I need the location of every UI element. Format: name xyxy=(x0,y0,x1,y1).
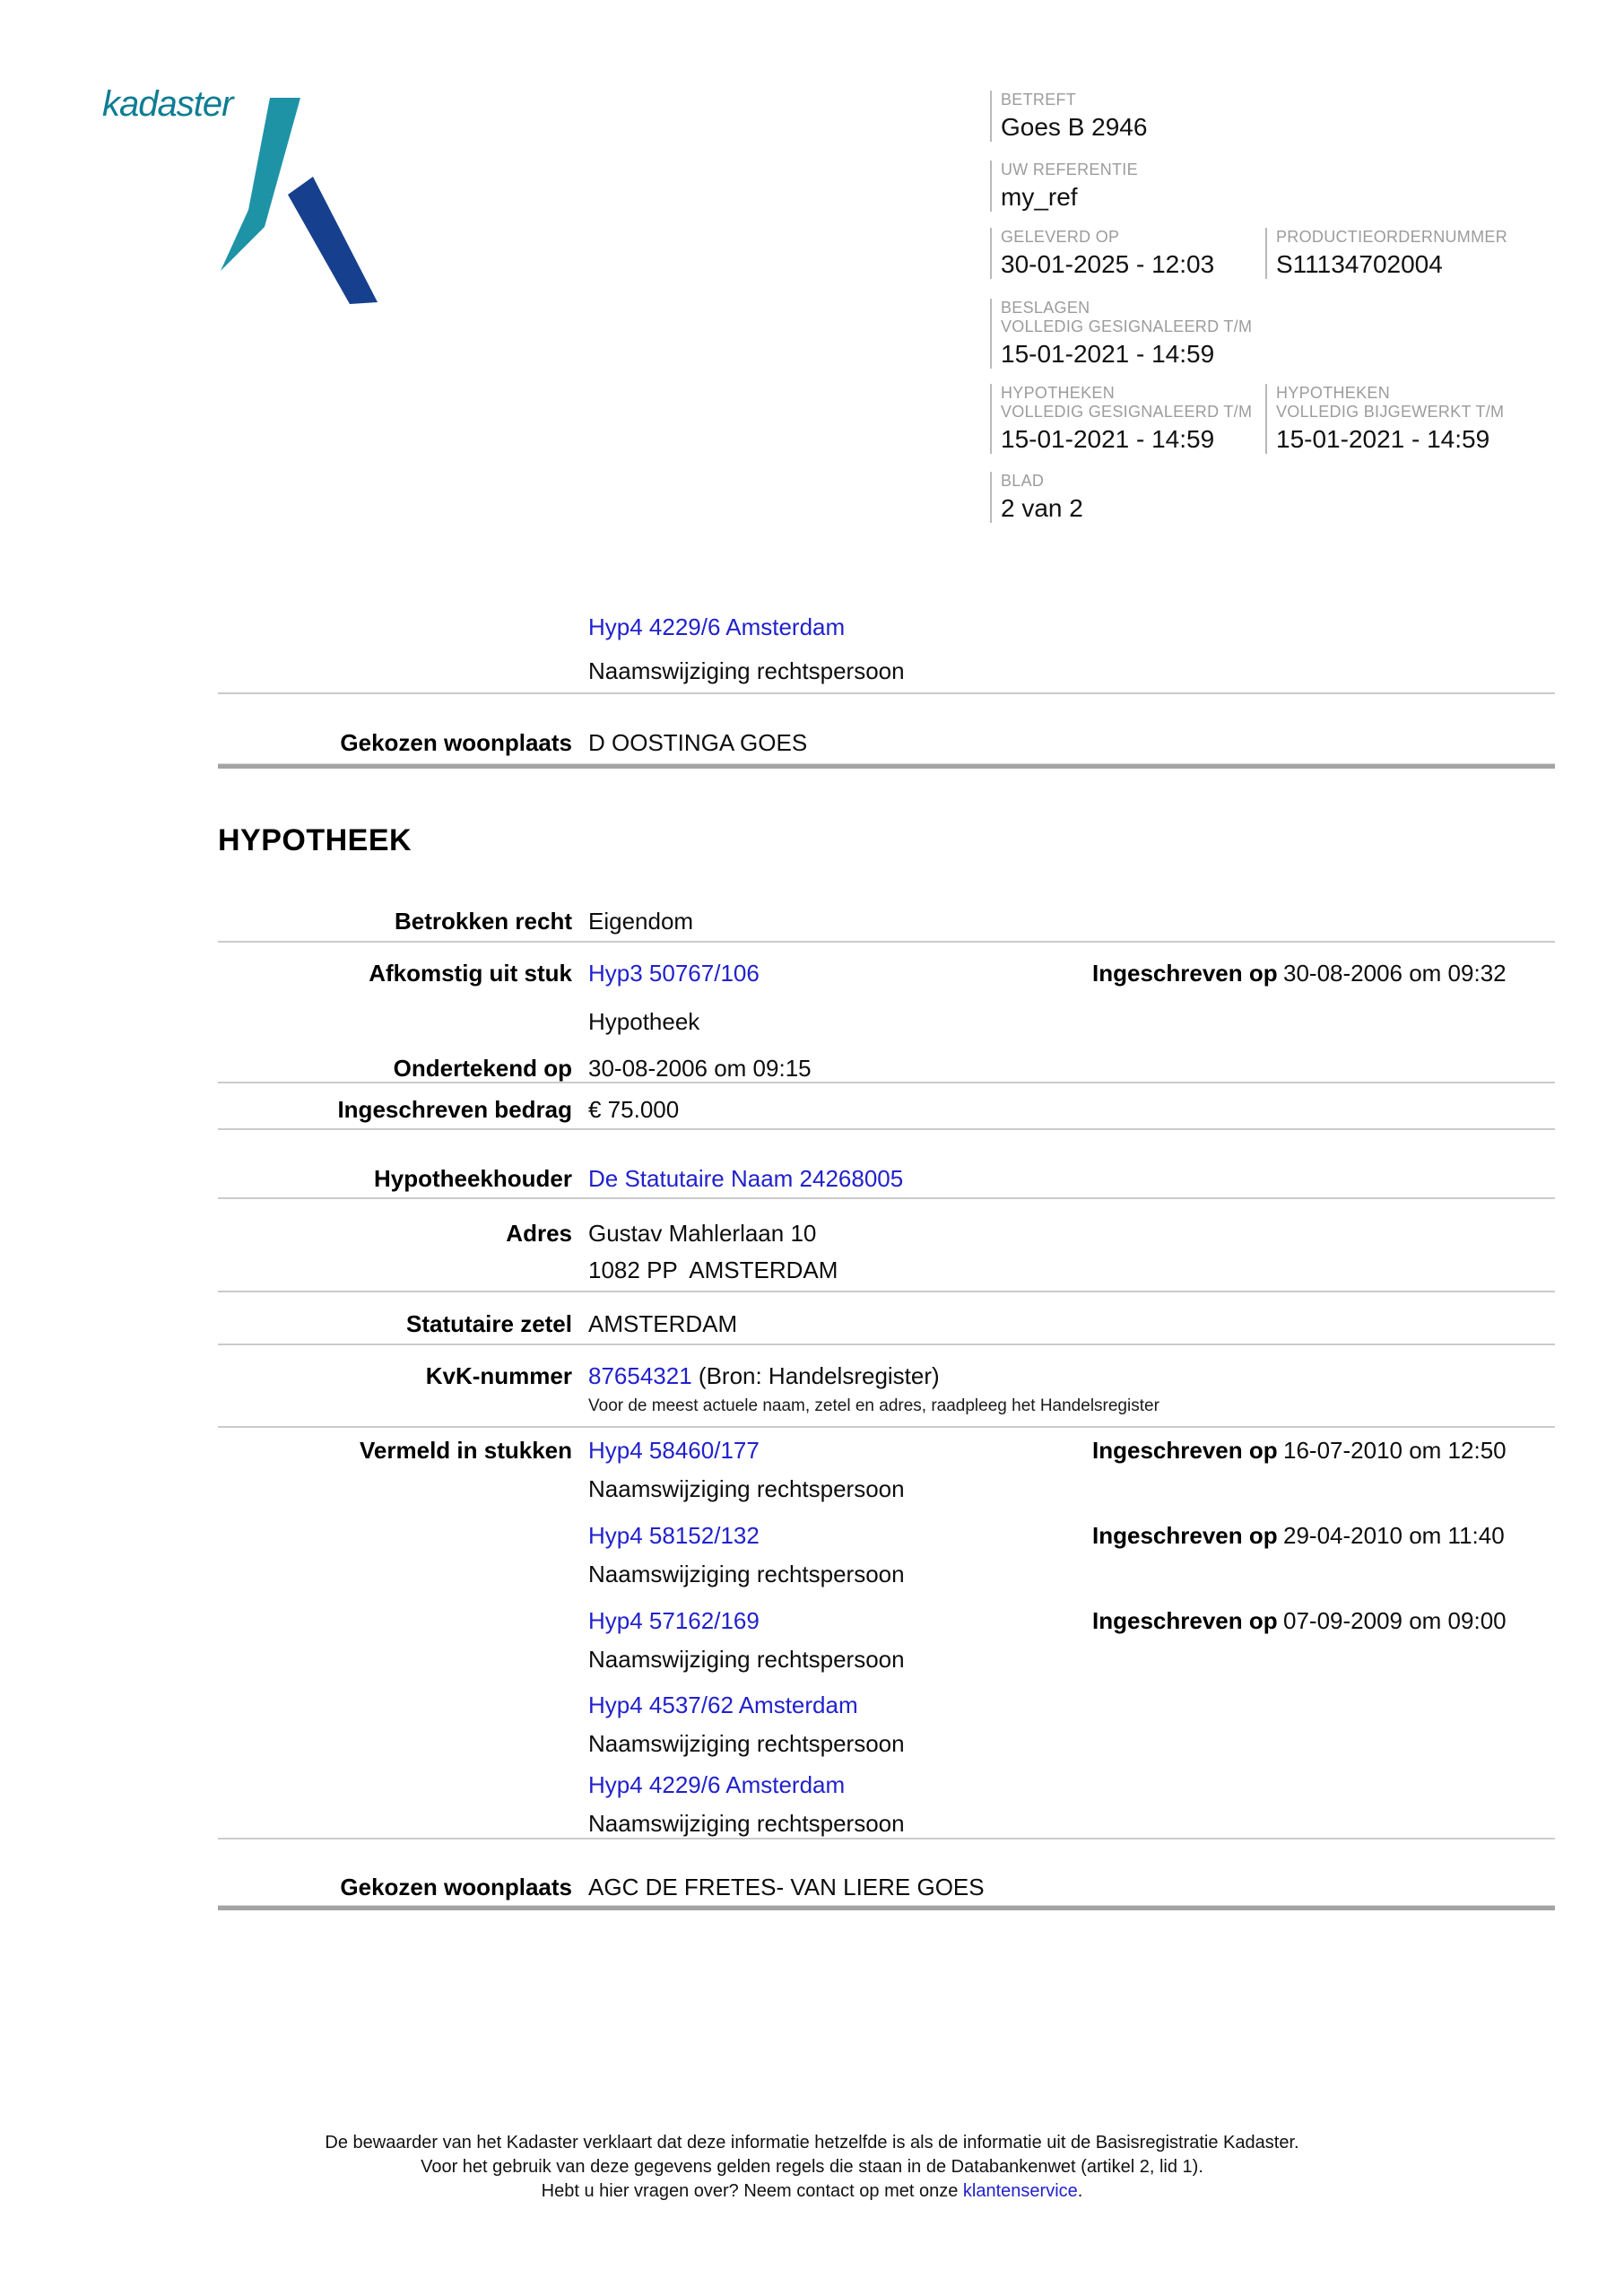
blad-label: BLAD xyxy=(1001,472,1045,490)
stuk-desc: Naamswijziging rechtspersoon xyxy=(588,1561,905,1587)
hypotheken-gesignaleerd-value: 15-01-2021 - 14:59 xyxy=(1001,425,1215,453)
klantenservice-link[interactable]: klantenservice xyxy=(962,2181,1078,2201)
afkomstig-uit-stuk-label: Afkomstig uit stuk xyxy=(369,960,572,987)
divider xyxy=(218,1344,1555,1345)
hypotheekhouder-label: Hypotheekhouder xyxy=(373,1165,572,1192)
statutaire-zetel-value: AMSTERDAM xyxy=(588,1310,738,1337)
betrokken-recht-label: Betrokken recht xyxy=(395,908,572,935)
header-cell-geleverd-op xyxy=(990,228,1265,279)
header-cell-betreft xyxy=(990,91,1274,142)
divider xyxy=(218,1838,1555,1839)
uw-referentie-label: UW REFERENTIE xyxy=(1001,161,1138,178)
header-cell-productieordernummer xyxy=(1265,228,1563,279)
uw-referentie-value: my_ref xyxy=(1001,183,1078,211)
gekozen-woonplaats-value-2: AGC DE FRETES- VAN LIERE GOES xyxy=(588,1874,985,1900)
logo-teal-stroke xyxy=(221,98,300,271)
kvk-nummer-value xyxy=(588,1362,940,1389)
logo-blue-stroke xyxy=(288,177,378,304)
betreft-label: BETREFT xyxy=(1001,91,1077,109)
vermeld-in-stukken-label: Vermeld in stukken xyxy=(360,1437,572,1464)
betreft-value: Goes B 2946 xyxy=(1001,113,1148,141)
ingeschreven-op-value: 07-09-2009 om 09:00 xyxy=(1283,1607,1507,1634)
kvk-nummer-label: KvK-nummer xyxy=(425,1362,572,1389)
gekozen-woonplaats-label-1: Gekozen woonplaats xyxy=(340,729,572,756)
footer-line-3 xyxy=(0,2180,1624,2202)
ingeschreven-op-value: 16-07-2010 om 12:50 xyxy=(1283,1437,1507,1464)
header-cell-blad xyxy=(990,472,1274,523)
stuk-desc: Naamswijziging rechtspersoon xyxy=(588,1730,905,1757)
stuk-link-hyp4-4537-62[interactable]: Hyp4 4537/62 Amsterdam xyxy=(588,1692,858,1718)
afkomstig-stuk-type: Hypotheek xyxy=(588,1008,700,1035)
kvk-bron-suffix: (Bron: Handelsregister) xyxy=(691,1362,940,1389)
ondertekend-op-label: Ondertekend op xyxy=(393,1055,572,1082)
adres-line-1: Gustav Mahlerlaan 10 xyxy=(588,1220,817,1247)
footer-line-3-suffix: . xyxy=(1077,2181,1083,2201)
stuk-desc: Naamswijziging rechtspersoon xyxy=(588,1646,905,1673)
divider xyxy=(218,941,1555,943)
adres-label: Adres xyxy=(506,1220,572,1247)
ingeschreven-op-label: Ingeschreven op xyxy=(1092,960,1278,987)
ingeschreven-bedrag-value: € 75.000 xyxy=(588,1096,680,1123)
kvk-handelsregister-note: Voor de meest actuele naam, zetel en adres, raadpleeg het Handelsregister xyxy=(588,1396,1159,1415)
divider xyxy=(218,692,1555,694)
ingeschreven-op-label: Ingeschreven op xyxy=(1092,1607,1278,1634)
beslagen-value: 15-01-2021 - 14:59 xyxy=(1001,340,1215,368)
hypotheken-gesignaleerd-label: HYPOTHEKEN xyxy=(1001,384,1116,402)
ingeschreven-op-label: Ingeschreven op xyxy=(1092,1522,1278,1549)
hypotheken-bijgewerkt-value: 15-01-2021 - 14:59 xyxy=(1276,425,1490,453)
stuk-link-hyp4-58152-132[interactable]: Hyp4 58152/132 xyxy=(588,1522,760,1549)
betrokken-recht-value: Eigendom xyxy=(588,908,694,935)
header-cell-uw-referentie xyxy=(990,161,1274,212)
geleverd-op-value: 30-01-2025 - 12:03 xyxy=(1001,250,1215,278)
hypotheken-bijgewerkt-label: HYPOTHEKEN xyxy=(1276,384,1391,402)
stuk-desc-top: Naamswijziging rechtspersoon xyxy=(588,657,905,684)
ondertekend-op-value: 30-08-2006 om 09:15 xyxy=(588,1055,812,1082)
section-end-divider xyxy=(218,763,1555,769)
beslagen-label-2: VOLLEDIG GESIGNALEERD T/M xyxy=(1001,317,1253,335)
blad-value: 2 van 2 xyxy=(1001,494,1083,522)
ingeschreven-bedrag-label: Ingeschreven bedrag xyxy=(337,1096,572,1123)
hypotheken-gesignaleerd-label-2: VOLLEDIG GESIGNALEERD T/M xyxy=(1001,403,1253,421)
divider xyxy=(218,1426,1555,1428)
section-end-divider xyxy=(218,1905,1555,1910)
stuk-link-hyp4-4229-6[interactable]: Hyp4 4229/6 Amsterdam xyxy=(588,1771,846,1798)
stuk-link-hyp4-58460-177[interactable]: Hyp4 58460/177 xyxy=(588,1437,760,1464)
stuk-link-hyp3-50767-106[interactable]: Hyp3 50767/106 xyxy=(588,960,760,987)
ingeschreven-op-value: 29-04-2010 om 11:40 xyxy=(1283,1522,1505,1549)
productieordernummer-label: PRODUCTIEORDERNUMMER xyxy=(1276,228,1507,246)
hypotheken-bijgewerkt-label-2: VOLLEDIG BIJGEWERKT T/M xyxy=(1276,403,1505,421)
footer-line-1: De bewaarder van het Kadaster verklaart dat deze informatie hetzelfde is als de informatie uit de Basisregistratie Kadaster. xyxy=(325,2133,1299,2152)
productieordernummer-value: S11134702004 xyxy=(1276,250,1443,278)
stuk-desc: Naamswijziging rechtspersoon xyxy=(588,1475,905,1502)
ingeschreven-op-value: 30-08-2006 om 09:32 xyxy=(1283,960,1507,987)
kadaster-logo-wordmark: kadaster xyxy=(102,84,233,124)
hypotheek-heading: HYPOTHEEK xyxy=(218,823,413,857)
gekozen-woonplaats-value-1: D OOSTINGA GOES xyxy=(588,729,808,756)
divider xyxy=(218,1082,1555,1083)
stuk-link-hyp4-4229-6-top[interactable]: Hyp4 4229/6 Amsterdam xyxy=(588,613,846,640)
header-cell-beslagen xyxy=(990,299,1274,369)
hypotheekhouder-link[interactable]: De Statutaire Naam 24268005 xyxy=(588,1165,904,1192)
divider xyxy=(218,1197,1555,1199)
geleverd-op-label: GELEVERD OP xyxy=(1001,228,1120,246)
footer-line-3-prefix: Hebt u hier vragen over? Neem contact op met onze xyxy=(541,2181,963,2201)
beslagen-label: BESLAGEN xyxy=(1001,299,1090,317)
stuk-desc: Naamswijziging rechtspersoon xyxy=(588,1810,905,1837)
gekozen-woonplaats-label-2: Gekozen woonplaats xyxy=(340,1874,572,1900)
ingeschreven-op-label: Ingeschreven op xyxy=(1092,1437,1278,1464)
kadaster-logo-k-icon xyxy=(220,95,381,306)
statutaire-zetel-label: Statutaire zetel xyxy=(406,1310,572,1337)
divider xyxy=(218,1128,1555,1130)
stuk-link-hyp4-57162-169[interactable]: Hyp4 57162/169 xyxy=(588,1607,760,1634)
kvk-nummer-link[interactable]: 87654321 xyxy=(588,1362,692,1389)
footer-line-2: Voor het gebruik van deze gegevens gelden regels die staan in de Databankenwet (artikel 2, lid 1). xyxy=(421,2157,1203,2177)
header-cell-hypotheken-gesignaleerd xyxy=(990,384,1265,454)
header-cell-hypotheken-bijgewerkt xyxy=(1265,384,1563,454)
divider xyxy=(218,1291,1555,1292)
adres-line-2: 1082 PP AMSTERDAM xyxy=(588,1257,838,1283)
